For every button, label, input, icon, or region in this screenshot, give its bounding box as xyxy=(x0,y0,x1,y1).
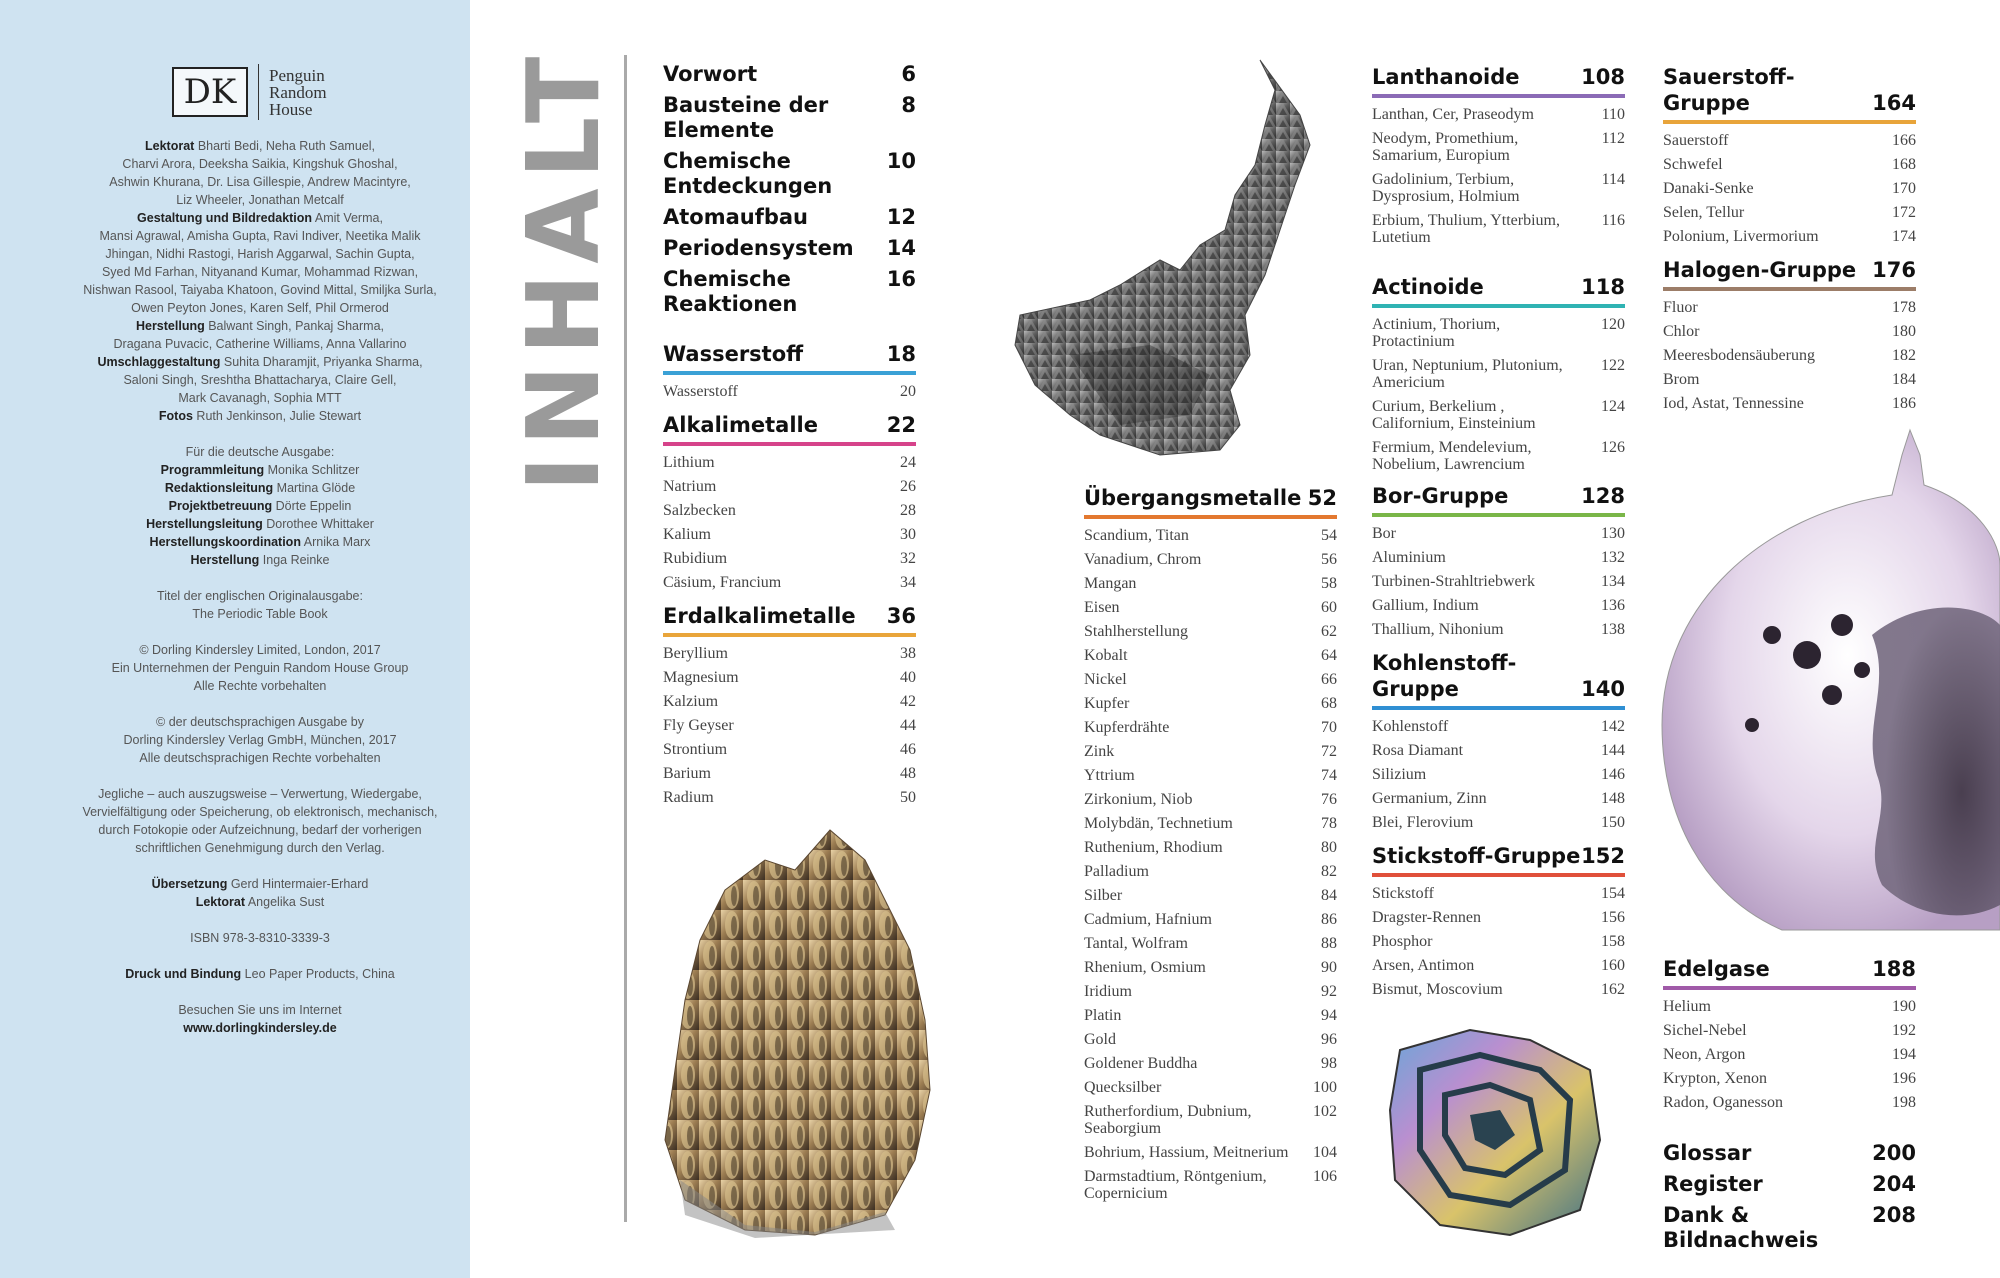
section-bor xyxy=(1372,483,1625,638)
toc-main-entry[interactable]: Register 204 xyxy=(1663,1172,1916,1196)
section-edelgase xyxy=(1663,956,1916,1111)
section-uebergangsmetalle xyxy=(1084,485,1337,1202)
toc-entry[interactable]: Helium 190 xyxy=(1663,998,1916,1015)
imprint-line: Ashwin Khurana, Dr. Lisa Gillespie, Andrew Macintyre, xyxy=(109,175,411,189)
toc-entry[interactable]: Actinium, Thorium, Protactinium 120 xyxy=(1372,316,1625,350)
section-heading-alkalimetalle[interactable]: Alkalimetalle 22 xyxy=(663,412,916,446)
toc-entry[interactable]: Strontium 46 xyxy=(663,741,916,758)
imprint-line: Jegliche – auch auszugsweise – Verwertung, Wiedergabe, xyxy=(98,787,422,801)
toc-entry[interactable]: Salzbecken 28 xyxy=(663,502,916,519)
toc-entry[interactable]: Cadmium, Hafnium 86 xyxy=(1084,911,1337,928)
toc-entry[interactable]: Erbium, Thulium, Ytterbium, Lutetium 116 xyxy=(1372,212,1625,246)
imprint-line: Nishwan Rasool, Taiyaba Khatoon, Govind Mittal, Smiljka Surla, xyxy=(83,283,437,297)
section-heading-sauerstoff[interactable]: Sauerstoff-Gruppe 164 xyxy=(1663,64,1916,124)
toc-main-entry[interactable]: Chemische Entdeckungen 10 xyxy=(663,149,916,198)
imprint-line: Owen Peyton Jones, Karen Self, Phil Ormerod xyxy=(131,301,389,315)
imprint-line: Fotos Ruth Jenkinson, Julie Stewart xyxy=(158,409,362,423)
imprint-line: Charvi Arora, Deeksha Saikia, Kingshuk Ghoshal, xyxy=(122,157,398,171)
toc-entry[interactable]: Neon, Argon 194 xyxy=(1663,1046,1916,1063)
imprint-line: © der deutschsprachigen Ausgabe by xyxy=(156,715,364,729)
imprint-line: The Periodic Table Book xyxy=(192,607,328,621)
section-heading-bor[interactable]: Bor-Gruppe 128 xyxy=(1372,483,1625,517)
toc-entry[interactable]: Gold 96 xyxy=(1084,1031,1337,1048)
nickel-crystal-illustration xyxy=(655,820,945,1240)
toc-entry[interactable]: Bismut, Moscovium 162 xyxy=(1372,981,1625,998)
imprint-line: www.dorlingkindersley.de xyxy=(183,1021,337,1035)
toc-entry[interactable]: Brom 184 xyxy=(1663,371,1916,388)
toc-main-entry[interactable]: Dank & Bildnachweis 208 xyxy=(1663,1203,1916,1252)
toc-entry[interactable]: Nickel 66 xyxy=(1084,671,1337,688)
imprint-line: Alle deutschsprachigen Rechte vorbehalten xyxy=(139,751,381,765)
toc-entry[interactable]: Curium, Berkelium , Californium, Einsteinium 124 xyxy=(1372,398,1625,432)
toc-entry[interactable]: Ruthenium, Rhodium 80 xyxy=(1084,839,1337,856)
toc-entry[interactable]: Eisen 60 xyxy=(1084,599,1337,616)
toc-entry[interactable]: Cäsium, Francium 34 xyxy=(663,574,916,591)
toc-entry[interactable]: Germanium, Zinn 148 xyxy=(1372,790,1625,807)
toc-entry[interactable]: Kalium 30 xyxy=(663,526,916,543)
toc-entry[interactable]: Stickstoff 154 xyxy=(1372,885,1625,902)
toc-column-4 xyxy=(1663,64,1916,419)
toc-entry[interactable]: Gadolinium, Terbium, Dysprosium, Holmium 114 xyxy=(1372,171,1625,205)
inhalt-title xyxy=(490,34,622,510)
divider-line xyxy=(624,55,627,1222)
imprint-text xyxy=(40,137,480,1037)
toc-entry[interactable]: Phosphor 158 xyxy=(1372,933,1625,950)
dk-logo-icon: DK xyxy=(172,67,248,117)
imprint-line: Druck und Bindung Leo Paper Products, China xyxy=(125,967,395,981)
imprint-line: Jhingan, Nidhi Rastogi, Harish Aggarwal, Sachin Gupta, xyxy=(105,247,415,261)
toc-entry[interactable]: Iod, Astat, Tennessine 186 xyxy=(1663,395,1916,412)
glass-sphere-illustration xyxy=(1662,425,2000,930)
imprint-line: Titel der englischen Originalausgabe: xyxy=(157,589,363,603)
imprint-line: schriftlichen Genehmigung durch den Verlag. xyxy=(135,841,385,855)
imprint-line: durch Fotokopie oder Aufzeichnung, bedarf der vorherigen xyxy=(98,823,422,837)
imprint-line: Saloni Singh, Sreshtha Bhattacharya, Claire Gell, xyxy=(123,373,397,387)
toc-main-entry[interactable]: Periodensystem 14 xyxy=(663,236,916,260)
section-halogen xyxy=(1663,257,1916,412)
toc-entry[interactable]: Lithium 24 xyxy=(663,454,916,471)
toc-entry[interactable]: Stahlherstellung 62 xyxy=(1084,623,1337,640)
intro-list xyxy=(663,62,916,317)
toc-entry[interactable]: Uran, Neptunium, Plutonium, Americium 122 xyxy=(1372,357,1625,391)
toc-entry[interactable]: Palladium 82 xyxy=(1084,863,1337,880)
imprint-line: ISBN 978-3-8310-3339-3 xyxy=(190,931,330,945)
toc-entry[interactable]: Darmstadtium, Röntgenium, Copernicium 106 xyxy=(1084,1168,1337,1202)
toc-entry[interactable]: Sichel-Nebel 192 xyxy=(1663,1022,1916,1039)
imprint-line: Herstellung Balwant Singh, Pankaj Sharma, xyxy=(135,319,385,333)
toc-entry[interactable]: Rhenium, Osmium 90 xyxy=(1084,959,1337,976)
imprint-line: Liz Wheeler, Jonathan Metcalf xyxy=(176,193,344,207)
imprint-line: Programmleitung Monika Schlitzer xyxy=(160,463,360,477)
imprint-line: Projektbetreuung Dörte Eppelin xyxy=(168,499,352,513)
section-heading-wasserstoff[interactable]: Wasserstoff 18 xyxy=(663,341,916,375)
section-erdalkalimetalle xyxy=(663,603,916,806)
toc-entry[interactable]: Bohrium, Hassium, Meitnerium 104 xyxy=(1084,1144,1337,1161)
toc-main-entry[interactable]: Glossar 200 xyxy=(1663,1141,1916,1165)
toc-entry[interactable]: Schwefel 168 xyxy=(1663,156,1916,173)
section-wasserstoff xyxy=(663,341,916,400)
imprint-line: Für die deutsche Ausgabe: xyxy=(185,445,335,459)
toc-entry[interactable]: Meeresbodensäuberung 182 xyxy=(1663,347,1916,364)
toc-entry[interactable]: Kupferdrähte 70 xyxy=(1084,719,1337,736)
toc-column-3 xyxy=(1372,64,1625,1005)
imprint-line: Herstellungskoordination Arnika Marx xyxy=(149,535,371,549)
toc-entry[interactable]: Radon, Oganesson 198 xyxy=(1663,1094,1916,1111)
toc-entry[interactable]: Wasserstoff 20 xyxy=(663,383,916,400)
toc-entry[interactable]: Fermium, Mendelevium, Nobelium, Lawrencium 126 xyxy=(1372,439,1625,473)
toc-entry[interactable]: Gallium, Indium 136 xyxy=(1372,597,1625,614)
imprint-line: © Dorling Kindersley Limited, London, 2017 xyxy=(139,643,381,657)
toc-entry[interactable]: Quecksilber 100 xyxy=(1084,1079,1337,1096)
toc-entry[interactable]: Radium 50 xyxy=(663,789,916,806)
section-heading-erdalkalimetalle[interactable]: Erdalkalimetalle 36 xyxy=(663,603,916,637)
imprint-line: Lektorat Bharti Bedi, Neha Ruth Samuel, xyxy=(145,139,375,153)
toc-entry[interactable]: Rosa Diamant 144 xyxy=(1372,742,1625,759)
toc-entry[interactable]: Lanthan, Cer, Praseodym 110 xyxy=(1372,106,1625,123)
toc-entry[interactable]: Aluminium 132 xyxy=(1372,549,1625,566)
toc-entry[interactable]: Zink 72 xyxy=(1084,743,1337,760)
toc-entry[interactable]: Zirkonium, Niob 76 xyxy=(1084,791,1337,808)
titanium-crystal-illustration xyxy=(1010,55,1320,475)
toc-entry[interactable]: Kohlenstoff 142 xyxy=(1372,718,1625,735)
section-heading-actinoide[interactable]: Actinoide 118 xyxy=(1372,274,1625,308)
toc-entry[interactable]: Vanadium, Chrom 56 xyxy=(1084,551,1337,568)
imprint-line: Übersetzung Gerd Hintermaier-Erhard xyxy=(151,877,369,891)
imprint-line: Dragana Puvacic, Catherine Williams, Anna Vallarino xyxy=(113,337,407,351)
svg-text:INHALT: INHALT xyxy=(505,34,622,492)
toc-entry[interactable]: Scandium, Titan 54 xyxy=(1084,527,1337,544)
toc-entry[interactable]: Sauerstoff 166 xyxy=(1663,132,1916,149)
imprint-line: Umschlaggestaltung Suhita Dharamjit, Priyanka Sharma, xyxy=(97,355,423,369)
imprint-line: Mark Cavanagh, Sophia MTT xyxy=(178,391,342,405)
publisher-logo xyxy=(172,64,327,120)
toc-entry[interactable]: Polonium, Livermorium 174 xyxy=(1663,228,1916,245)
toc-entry[interactable]: Rutherfordium, Dubnium, Seaborgium 102 xyxy=(1084,1103,1337,1137)
section-lanthanoide xyxy=(1372,64,1625,246)
toc-entry[interactable]: Iridium 92 xyxy=(1084,983,1337,1000)
toc-entry[interactable]: Goldener Buddha 98 xyxy=(1084,1055,1337,1072)
section-kohlenstoff xyxy=(1372,650,1625,831)
toc-entry[interactable]: Natrium 26 xyxy=(663,478,916,495)
section-sauerstoff xyxy=(1663,64,1916,245)
toc-entry[interactable]: Fluor 178 xyxy=(1663,299,1916,316)
imprint-line: Dorling Kindersley Verlag GmbH, München, 2017 xyxy=(123,733,397,747)
toc-column-2 xyxy=(1084,485,1337,1209)
imprint-line: Syed Md Farhan, Nityanand Kumar, Mohammad Rizwan, xyxy=(101,265,419,279)
toc-entry[interactable]: Krypton, Xenon 196 xyxy=(1663,1070,1916,1087)
imprint-sidebar xyxy=(0,0,470,1278)
section-heading-lanthanoide[interactable]: Lanthanoide 108 xyxy=(1372,64,1625,98)
toc-entry[interactable]: Thallium, Nihonium 138 xyxy=(1372,621,1625,638)
toc-entry[interactable]: Kalzium 42 xyxy=(663,693,916,710)
toc-entry[interactable]: Beryllium 38 xyxy=(663,645,916,662)
toc-main-entry[interactable]: Atomaufbau 12 xyxy=(663,205,916,229)
toc-entry[interactable]: Platin 94 xyxy=(1084,1007,1337,1024)
imprint-line: Gestaltung und Bildredaktion Amit Verma, xyxy=(137,211,383,225)
toc-entry[interactable]: Fly Geyser 44 xyxy=(663,717,916,734)
imprint-line: Alle Rechte vorbehalten xyxy=(193,679,327,693)
imprint-line: Ein Unternehmen der Penguin Random House Group xyxy=(111,661,409,675)
imprint-line: Mansi Agrawal, Amisha Gupta, Ravi Indiver, Neetika Malik xyxy=(99,229,421,243)
toc-entry[interactable]: Kobalt 64 xyxy=(1084,647,1337,664)
toc-entry[interactable]: Silizium 146 xyxy=(1372,766,1625,783)
imprint-line: Herstellung Inga Reinke xyxy=(190,553,330,567)
toc-entry[interactable]: Danaki-Senke 170 xyxy=(1663,180,1916,197)
section-actinoide xyxy=(1372,274,1625,473)
toc-entry[interactable]: Turbinen-Strahltriebwerk 134 xyxy=(1372,573,1625,590)
toc-entry[interactable]: Neodym, Promethium, Samarium, Europium 112 xyxy=(1372,130,1625,164)
imprint-line: Vervielfältigung oder Speicherung, ob elektronisch, mechanisch, xyxy=(82,805,438,819)
toc-entry[interactable]: Chlor 180 xyxy=(1663,323,1916,340)
toc-entry[interactable]: Arsen, Antimon 160 xyxy=(1372,957,1625,974)
toc-main-entry[interactable]: Chemische Reaktionen 16 xyxy=(663,267,916,316)
toc-column-4-lower xyxy=(1663,956,1916,1259)
section-alkalimetalle xyxy=(663,412,916,591)
toc-entry[interactable]: Kupfer 68 xyxy=(1084,695,1337,712)
outro-list xyxy=(1663,1141,1916,1253)
toc-entry[interactable]: Rubidium 32 xyxy=(663,550,916,567)
toc-column-1 xyxy=(663,62,916,813)
imprint-line: Lektorat Angelika Sust xyxy=(195,895,325,909)
toc-entry[interactable]: Tantal, Wolfram 88 xyxy=(1084,935,1337,952)
toc-entry[interactable]: Silber 84 xyxy=(1084,887,1337,904)
section-heading-uebergangsmetalle[interactable]: Übergangsmetalle 52 xyxy=(1084,485,1337,519)
toc-entry[interactable]: Bor 130 xyxy=(1372,525,1625,542)
toc-entry[interactable]: Yttrium 74 xyxy=(1084,767,1337,784)
toc-entry[interactable]: Barium 48 xyxy=(663,765,916,782)
imprint-line: Redaktionsleitung Martina Glöde xyxy=(164,481,356,495)
section-heading-kohlenstoff[interactable]: Kohlenstoff-Gruppe 140 xyxy=(1372,650,1625,710)
toc-entry[interactable]: Selen, Tellur 172 xyxy=(1663,204,1916,221)
section-stickstoff xyxy=(1372,843,1625,998)
section-heading-halogen[interactable]: Halogen-Gruppe 176 xyxy=(1663,257,1916,291)
imprint-line: Herstellungsleitung Dorothee Whittaker xyxy=(146,517,374,531)
toc-entry[interactable]: Molybdän, Technetium 78 xyxy=(1084,815,1337,832)
section-heading-edelgase[interactable]: Edelgase 188 xyxy=(1663,956,1916,990)
bismuth-crystal-illustration xyxy=(1380,1010,1610,1240)
toc-entry[interactable]: Mangan 58 xyxy=(1084,575,1337,592)
publisher-name: Penguin Random House xyxy=(269,65,327,119)
section-heading-stickstoff[interactable]: Stickstoff-Gruppe 152 xyxy=(1372,843,1625,877)
toc-entry[interactable]: Magnesium 40 xyxy=(663,669,916,686)
toc-main-entry[interactable]: Vorwort 6 xyxy=(663,62,916,86)
toc-entry[interactable]: Dragster-Rennen 156 xyxy=(1372,909,1625,926)
toc-entry[interactable]: Blei, Flerovium 150 xyxy=(1372,814,1625,831)
toc-main-entry[interactable]: Bausteine der Elemente 8 xyxy=(663,93,916,142)
imprint-line: Besuchen Sie uns im Internet xyxy=(178,1003,342,1017)
